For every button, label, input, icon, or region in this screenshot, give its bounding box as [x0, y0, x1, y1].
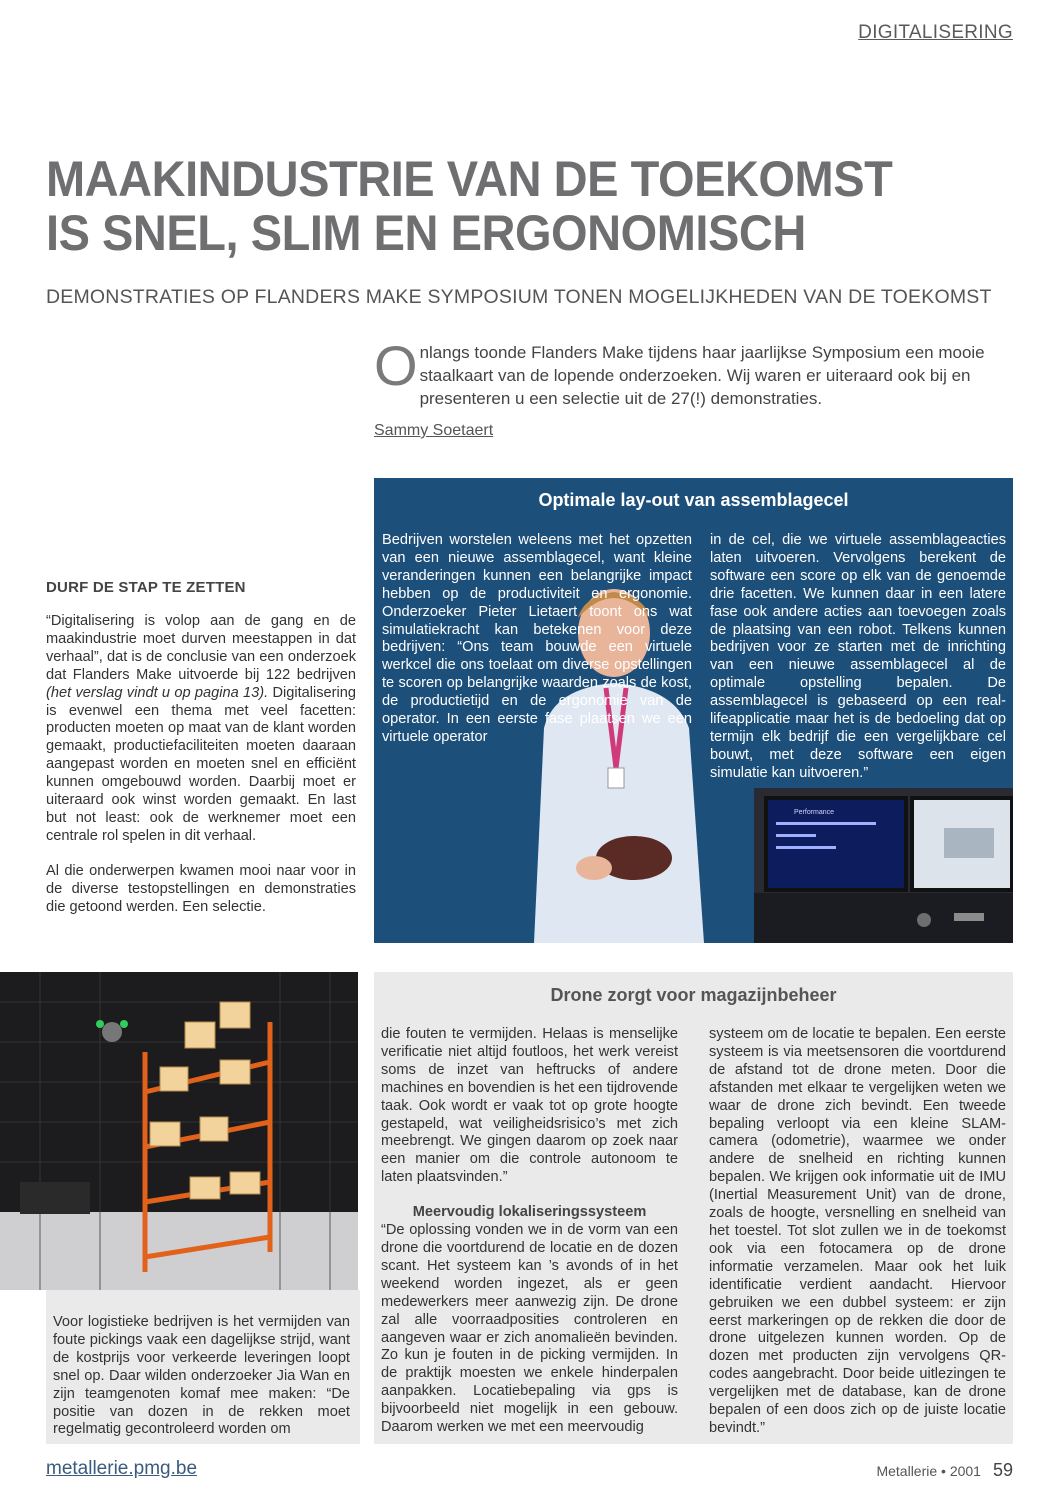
drone-subheading: Meervoudig lokaliseringssysteem — [412, 1204, 647, 1221]
page-reference: (het verslag vindt u op pagina 13). — [46, 684, 269, 701]
drone-caption-box — [46, 1290, 360, 1444]
assembly-text-right: in de cel, die we virtuele assemblageacties laten uitvoeren. Vervolgens berekent de software een score op elk van de genoemde drie facetten. We kunnen daar in een latere fase ook andere acties aan toevoegen zoals de plaatsing van een robot. Telkens kunnen bedrijven voor ze starten met de inrichting van een nieuwe assemblagecel al de optimale opstelling bepalen. De assemblagecel is gebaseerd op een real-lifeapplicatie maar het is de bedoeling dat op termijn elk bedrijf die een vergelijkbare cel bouwt, met deze software een eigen simulatie kan uitvoeren.” — [710, 532, 1006, 781]
drop-cap: O — [374, 334, 418, 397]
lead-text: nlangs toonde Flanders Make tijdens haar jaarlijkse Symposium een mooie staalkaart van de lopende onderzoeken. Wij waren er uiteraard ook bij en presenteren u een selectie uit de 27(!) demonstraties. — [419, 343, 985, 408]
drone-box-title: Drone zorgt voor magazijnbeheer — [550, 985, 837, 1005]
title-line-1: MAAKINDUSTRIE VAN DE TOEKOMST — [46, 151, 893, 207]
simulation-screens-photo — [754, 788, 1013, 943]
article-subtitle: DEMONSTRATIES OP FLANDERS MAKE SYMPOSIUM TONEN MOGELIJKHEDEN VAN DE TOEKOMST — [46, 286, 992, 308]
title-line-2: IS SNEL, SLIM EN ERGONOMISCH — [46, 205, 806, 261]
sidebar-paragraph-2: Al die onderwerpen kwamen mooi naar voor in de diverse testopstellingen en demonstraties die getoond werden. Een selectie. — [46, 862, 356, 915]
assembly-text-left: Bedrijven worstelen weleens met het opzetten van een nieuwe assemblagecel, want kleine veranderingen kunnen een belangrijke impact hebben op de productiviteit en ergonomie. Onderzoeker Pieter Lietaert toont ons wat simulatiekracht kan betekenen voor deze bedrijven: “Ons team bouwde een virtuele werkcel die ons toelaat om diverse opstellingen te scoren op belangrijke waarden zoals de kost, de productietijd en de ergonomie van de operator. In een eerste fase plaatsen we een virtuele operator — [382, 532, 692, 745]
sidebar-heading: DURF DE STAP TE ZETTEN — [46, 579, 246, 596]
publication-info: Metallerie • 2001 — [876, 1463, 981, 1479]
article-title — [46, 152, 948, 260]
page-number: 59 — [992, 1460, 1013, 1480]
sidebar-column — [46, 613, 356, 934]
drone-text-left — [381, 1026, 678, 1437]
drone-warehouse-photo — [0, 972, 358, 1290]
assembly-cell-box — [374, 478, 1013, 943]
footer-website-link[interactable]: metallerie.pmg.be — [46, 1458, 198, 1479]
drone-left-paragraph-1: die fouten te vermijden. Helaas is menselijke verificatie niet altijd foutloos, het werk vereist soms de inzet van heftrucks of andere machines en bovendien is het een tijdrovende taak. Ook wordt er vaak tot op grote hoogte gestapeld, wat veiligheidsrisico’s met zich meebrengt. We gingen daarom op zoek naar een manier om die controle autonoom te laten plaatsvinden.” — [381, 1026, 678, 1186]
sidebar-paragraph-1: “Digitalisering is volop aan de gang en de maakindustrie moet durven meestappen in dat verhaal”, dat is de conclusie van een onderzoek dat Flanders Make uitvoerde bij 122 bedrijven (het verslag vindt u op pagina 13). Digitalisering is evenwel een thema met veel facetten: producten moeten op maat van de klant worden gemaakt, productiefaciliteiten moeten daaraan aangepast worden en moeten snel en efficiënt kunnen omgebouwd worden. Daarbij moet er uiteraard ook winst worden gemaakt. En last but not least: ook de werknemer moet een centrale rol spelen in dit verhaal. — [46, 613, 356, 844]
author-byline[interactable]: Sammy Soetaert — [374, 422, 494, 439]
drone-text-right: systeem om de locatie te bepalen. Een eerste systeem is via meetsensoren die voortdurend de afstand tot de drone meten. Door die afstanden met elkaar te vergelijken weten we waar de drone zich bevindt. Een tweede bepaling verloopt via een kleine SLAM-camera (odometrie), waarmee we onder andere de snelheid en richting kunnen bepalen. We krijgen ook informatie uit de IMU (Inertial Measurement Unit) van de drone, zoals de hoogte, versnelling en snelheid van het toestel. Tot slot zullen we in de toekomst ook via een fotocamera op de drone informatie verzamelen. Maar ook het luik identificatie verdient aandacht. Hiervoor gebruiken we een dubbel systeem: er zijn eerst markeringen op de rekken die door de drone uitgelezen kunnen worden. Op de dozen met producten zijn vervolgens QR-codes aangebracht. Door beide uitlezingen te vergelijken met de database, kan de drone bepalen of een doos zich op de juiste locatie bevindt.” — [709, 1026, 1006, 1436]
drone-caption-text: Voor logistieke bedrijven is het vermijden van foute pickings vaak een dagelijkse strijd, want de kostprijs voor verkeerde leveringen loopt snel op. Daar wilden onderzoeker Jia Wan en zijn teamgenoten komaf mee maken: “De positie van dozen in de rekken moet regelmatig gecontroleerd worden om — [53, 1314, 350, 1438]
section-tag: DIGITALISERING — [858, 22, 1013, 43]
lead-paragraph — [374, 334, 1014, 410]
svg-text:Performance: Performance — [794, 809, 835, 816]
drone-left-paragraph-2: “De oplossing vonden we in de vorm van een drone die voortdurend de locatie en de dozen scant. Het systeem kan ’s avonds of in het weekend worden ingezet, als er geen medewerkers meer aanwezig zijn. De drone zal alle voorraadposities controleren en aangeven waar er zich anomalieën bevinden. Zo kun je fouten in de picking vermijden. In de praktijk moesten we enkele hinderpalen aanpakken. Locatiebepaling via gps is bijvoorbeeld niet mogelijk in een gebouw. Daarom werken we met een meervoudig — [381, 1222, 678, 1436]
footer-publication — [876, 1460, 1013, 1481]
drone-box — [374, 972, 1013, 1444]
assembly-box-title: Optimale lay-out van assemblagecel — [538, 490, 849, 510]
